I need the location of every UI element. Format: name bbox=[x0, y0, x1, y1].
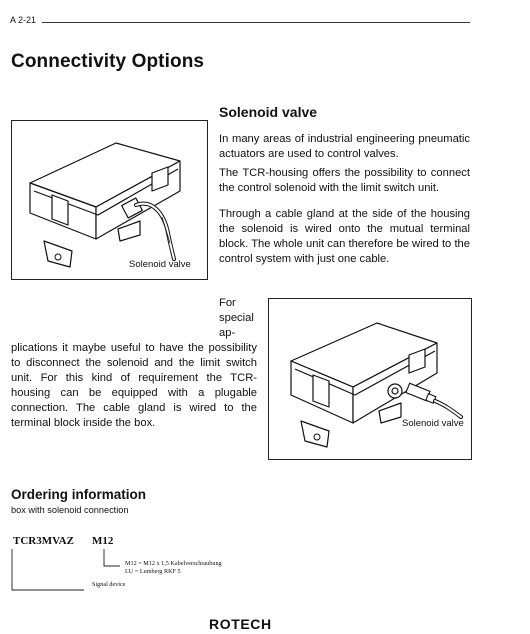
paragraph-intro: In many areas of industrial engineering pneumatic actuators are used to control valves. bbox=[219, 133, 470, 160]
figure2-label: Solenoid valve bbox=[402, 418, 464, 429]
paragraph-housing: The TCR-housing offers the possibility to connect the control solenoid with the limit switch unit. bbox=[219, 167, 470, 194]
option-desc-lu: LU = Lumberg RKF 5 bbox=[125, 568, 181, 575]
section-heading-ordering: Ordering information bbox=[11, 487, 146, 502]
footer-brand-logo: ROTECH bbox=[209, 616, 272, 632]
page-title: Connectivity Options bbox=[11, 51, 205, 72]
figure1-label: Solenoid valve bbox=[129, 259, 191, 270]
paragraph-special-rest: plications it maybe useful to have the possibility to disconnect the solenoid and the limit switch unit. For this kind of requirement the TCR-housing can be equipped with a plugable connection. The cable gland is wired to the terminal block inside the box. bbox=[11, 342, 257, 429]
order-code-option: M12 bbox=[92, 535, 114, 547]
ordering-subtitle: box with solenoid connection bbox=[11, 505, 129, 515]
option-desc-m12: M12 = M12 x 1,5 Kabelverschraubung bbox=[125, 560, 222, 567]
section-heading-solenoid: Solenoid valve bbox=[219, 104, 318, 120]
paragraph-special-start: For special ap- bbox=[219, 297, 254, 339]
order-code: TCR3MVAZ bbox=[13, 535, 74, 547]
page-number: A 2-21 bbox=[10, 15, 37, 25]
signal-device-label: Signal device bbox=[92, 581, 126, 588]
paragraph-cable-gland: Through a cable gland at the side of the housing the solenoid is wired onto the mutual terminal block. The whole unit can therefore be wired to the control system with just one cable. bbox=[219, 208, 470, 265]
